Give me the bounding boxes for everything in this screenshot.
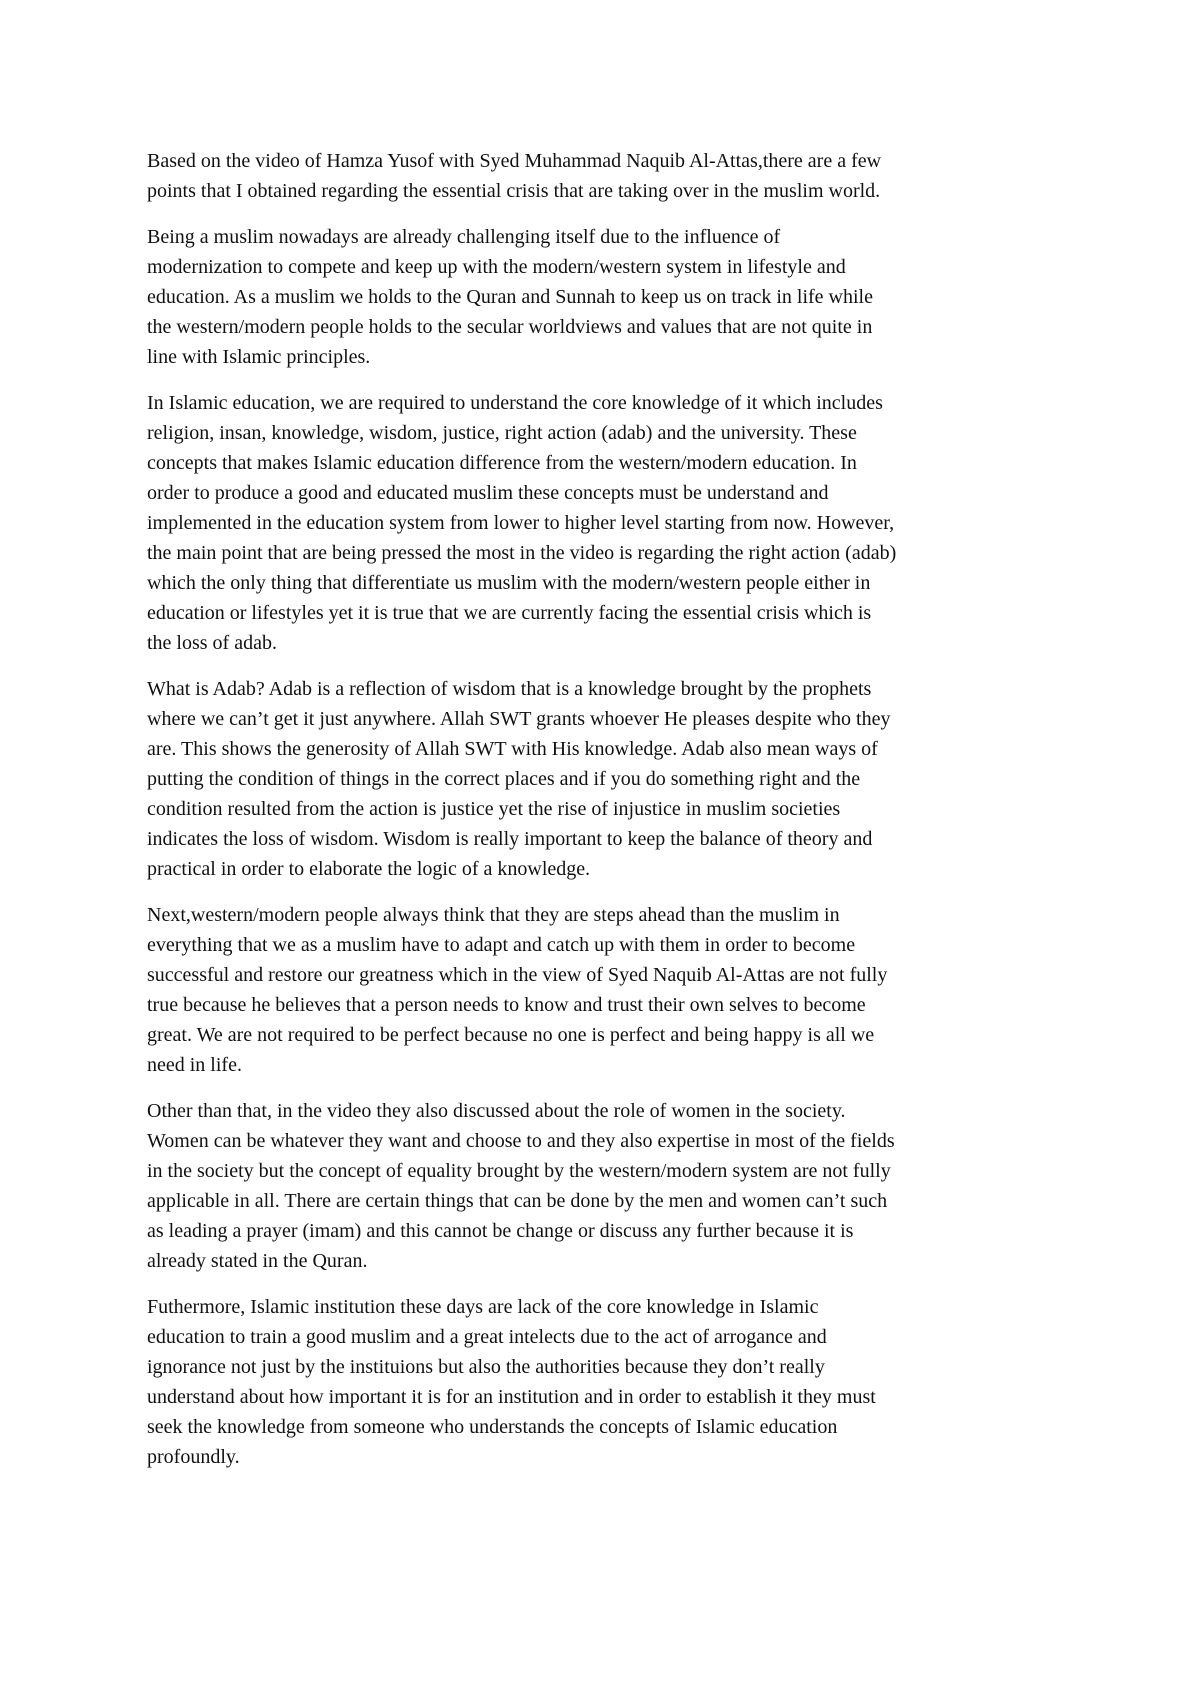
paragraph-3 [147,388,1067,658]
text-line: condition resulted from the action is justice yet the rise of injustice in muslim societies [147,798,841,820]
text-line: seek the knowledge from someone who understands the concepts of Islamic education [147,1416,838,1438]
text-line: education or lifestyles yet it is true that we are currently facing the essential crisis which is [147,602,872,624]
text-line: order to produce a good and educated muslim these concepts must be understand and [147,482,829,504]
text-line: points that I obtained regarding the essential crisis that are taking over in the muslim world. [147,180,881,202]
text-line: Being a muslim nowadays are already challenging itself due to the influence of [147,226,781,248]
text-line: practical in order to elaborate the logic of a knowledge. [147,858,591,880]
text-line: indicates the loss of wisdom. Wisdom is really important to keep the balance of theory and [147,828,873,850]
text-line: Next,western/modern people always think that they are steps ahead than the muslim in [147,904,840,926]
text-line: are. This shows the generosity of Allah SWT with His knowledge. Adab also mean ways of [147,738,878,760]
text-line: Women can be whatever they want and choose to and they also expertise in most of the fields [147,1130,895,1152]
text-line: true because he believes that a person needs to know and trust their own selves to become [147,994,866,1016]
text-line: profoundly. [147,1446,240,1468]
text-line: Other than that, in the video they also discussed about the role of women in the society. [147,1100,846,1122]
text-line: in the society but the concept of equality brought by the western/modern system are not fully [147,1160,891,1182]
text-line: need in life. [147,1054,242,1076]
text-line: religion, insan, knowledge, wisdom, justice, right action (adab) and the university. These [147,422,857,444]
text-line: education. As a muslim we holds to the Quran and Sunnah to keep us on track in life while [147,286,873,308]
text-line: the western/modern people holds to the secular worldviews and values that are not quite in [147,316,873,338]
document-body [147,146,1067,1488]
text-line: which the only thing that differentiate us muslim with the modern/western people either in [147,572,871,594]
paragraph-1 [147,146,1067,206]
text-line: as leading a prayer (imam) and this cannot be change or discuss any further because it is [147,1220,854,1242]
text-line: implemented in the education system from lower to higher level starting from now. However, [147,512,895,534]
text-line: already stated in the Quran. [147,1250,368,1272]
text-line: What is Adab? Adab is a reflection of wisdom that is a knowledge brought by the prophets [147,678,872,700]
text-line: applicable in all. There are certain things that can be done by the men and women can’t such [147,1190,888,1212]
text-line: understand about how important it is for an institution and in order to establish it they must [147,1386,876,1408]
text-line: Based on the video of Hamza Yusof with Syed Muhammad Naquib Al-Attas,there are a few [147,150,882,172]
text-line: great. We are not required to be perfect because no one is perfect and being happy is all we [147,1024,875,1046]
text-line: the main point that are being pressed the most in the video is regarding the right action (adab) [147,542,897,564]
text-line: putting the condition of things in the correct places and if you do something right and the [147,768,861,790]
text-line: line with Islamic principles. [147,346,371,368]
paragraph-7 [147,1292,1067,1472]
text-line: education to train a good muslim and a great intelects due to the act of arrogance and [147,1326,827,1348]
text-line: concepts that makes Islamic education difference from the western/modern education. In [147,452,857,474]
paragraph-5 [147,900,1067,1080]
paragraph-6 [147,1096,1067,1276]
text-line: In Islamic education, we are required to understand the core knowledge of it which includes [147,392,883,414]
text-line: successful and restore our greatness which in the view of Syed Naquib Al-Attas are not fully [147,964,888,986]
text-line: modernization to compete and keep up with the modern/western system in lifestyle and [147,256,846,278]
text-line: everything that we as a muslim have to adapt and catch up with them in order to become [147,934,856,956]
text-line: where we can’t get it just anywhere. Allah SWT grants whoever He pleases despite who they [147,708,891,730]
text-line: Futhermore, Islamic institution these days are lack of the core knowledge in Islamic [147,1296,819,1318]
text-line: the loss of adab. [147,632,277,654]
paragraph-4 [147,674,1067,884]
paragraph-2 [147,222,1067,372]
text-line: ignorance not just by the instituions but also the authorities because they don’t really [147,1356,825,1378]
